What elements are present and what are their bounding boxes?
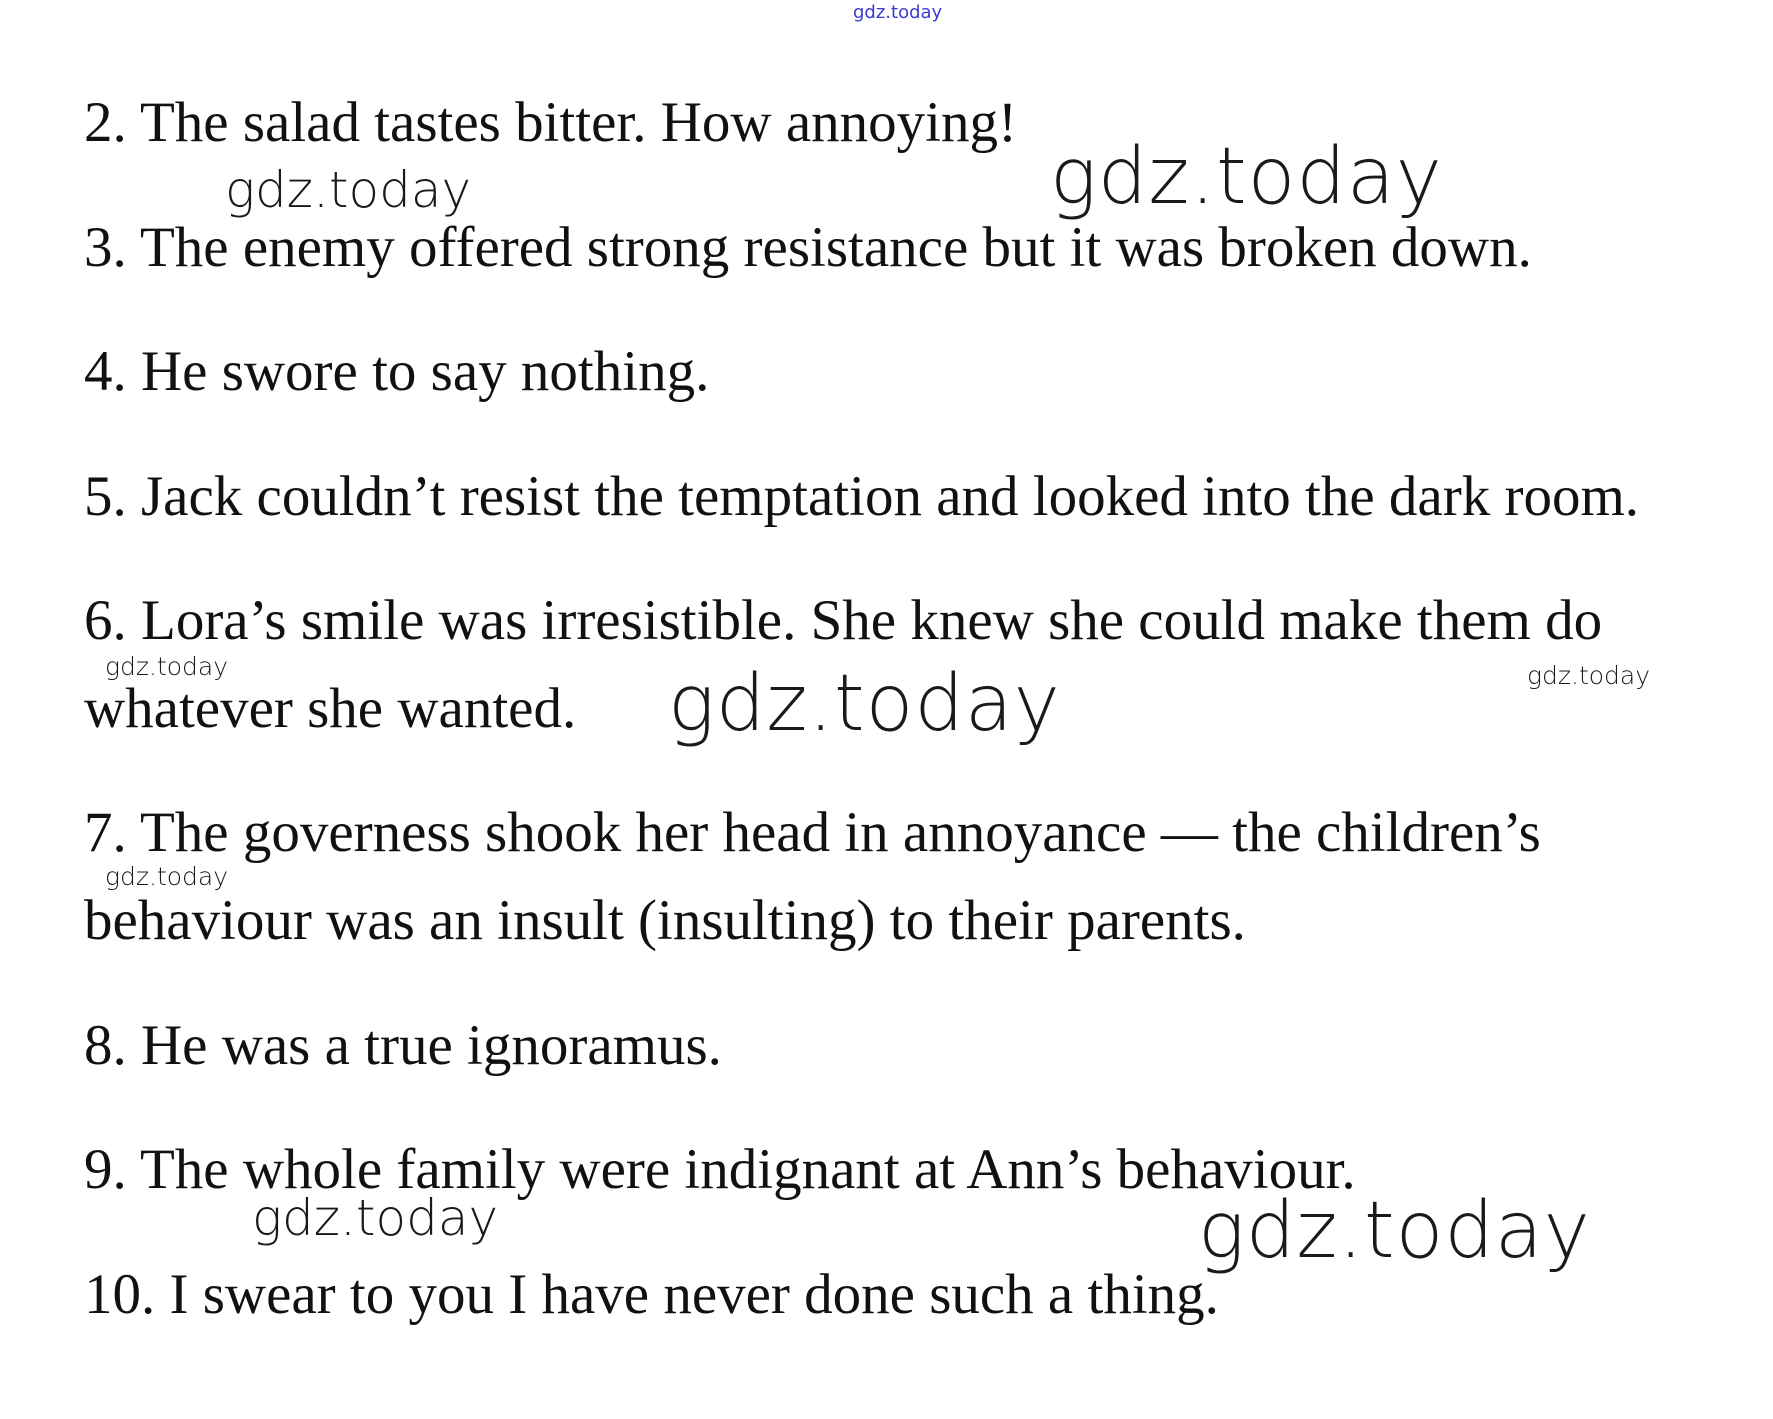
watermark: gdz.today [1527, 661, 1651, 690]
sentence-7-part-2: behaviour was an insult (insulting) to their parents. [84, 889, 1246, 952]
sentence-8: 8. He was a true ignoramus. [84, 1014, 722, 1077]
sentence-5: 5. Jack couldn’t resist the temptation and looked into the dark room. [84, 465, 1640, 528]
watermark: gdz.today [252, 1189, 499, 1247]
watermark: gdz.today [225, 161, 472, 219]
sentence-6-part-1: 6. Lora’s smile was irresistible. She knew she could make them do [84, 589, 1603, 652]
sentence-10: 10. I swear to you I have never done such a thing. [84, 1263, 1219, 1326]
watermark: gdz.today [1050, 132, 1443, 222]
sentence-4: 4. He swore to say nothing. [84, 340, 710, 403]
sentence-3: 3. The enemy offered strong resistance but it was broken down. [84, 216, 1532, 279]
watermark: gdz.today [105, 862, 229, 891]
sentence-2: 2. The salad tastes bitter. How annoying! [84, 91, 1017, 154]
sentence-9: 9. The whole family were indignant at Ann’s behaviour. [84, 1138, 1356, 1201]
watermark: gdz.today [105, 652, 229, 681]
watermark-top: gdz.today [853, 2, 943, 23]
watermark: gdz.today [1198, 1186, 1591, 1276]
sentence-7-part-1: 7. The governess shook her head in annoyance — the children’s [84, 801, 1541, 864]
watermark: gdz.today [668, 659, 1061, 749]
sentence-6-part-2: whatever she wanted. [84, 677, 577, 740]
